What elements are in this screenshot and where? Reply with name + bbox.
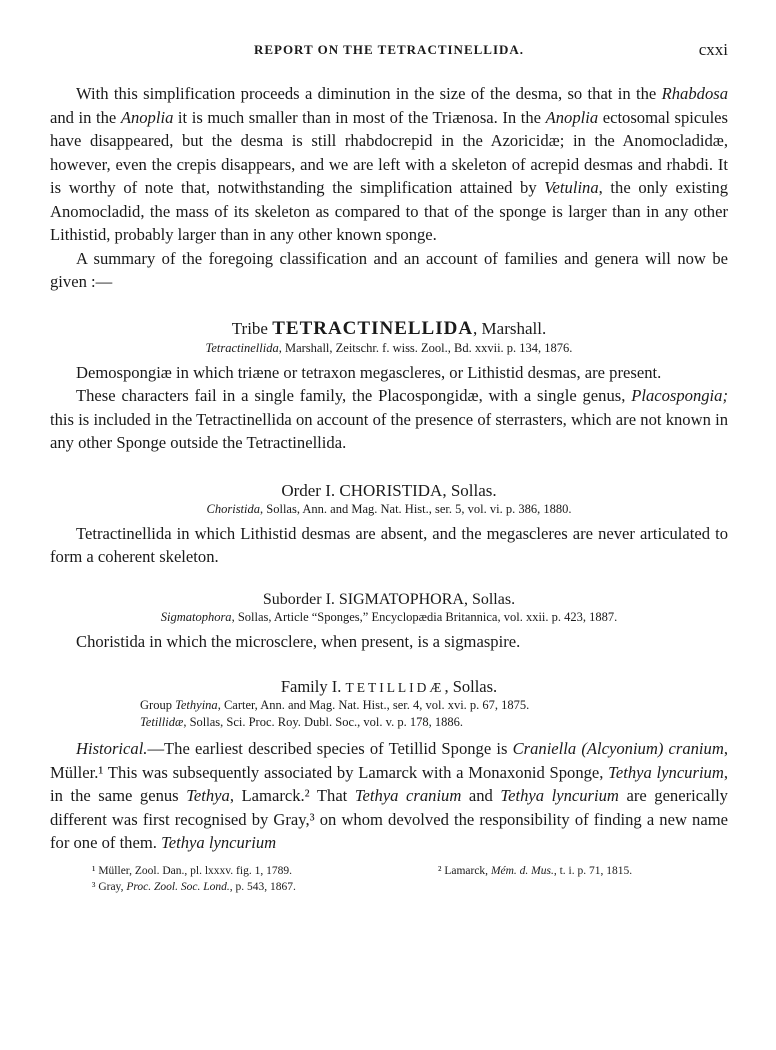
footnote-3: ³ Gray, Proc. Zool. Soc. Lond., p. 543, 1867.	[92, 880, 296, 893]
tribe-note: These characters fail in a single family, the Placospongidæ, with a single genus, Placospongia; this is included in the Tetractinellida on account of the presence of sterrasters, which are not known in any other Sponge outside the Tetractinellida.	[50, 386, 728, 452]
page	[50, 40, 728, 903]
suborder-reference: Sigmatophora, Sollas, Article “Sponges,” Encyclopædia Britannica, vol. xxii. p. 423, 1887.	[160, 609, 618, 624]
page-number: cxxi	[698, 40, 728, 59]
intro-paragraph-1: With this simplification proceeds a diminution in the size of the desma, so that in the Rhabdosa and in the Anoplia it is much smaller than in most of the Triænosa. In the Anoplia ectosomal spicules have disappeared, but the desma is still rhabdocrepid in the Azoricidæ; in the Anomocladidæ, however, even the crepis disappears, and we are left with a skeleton of acrepid desmas and rhabdi. It is worthy of note that, notwithstanding the simplification attained by Vetulina, the only existing Anomocladid, the mass of its skeleton as compared to that of the sponge is larger than in any other Lithistid, probably larger than in any other known sponge.	[50, 84, 729, 244]
order-reference: Choristida, Sollas, Ann. and Mag. Nat. Hist., ser. 5, vol. vi. p. 386, 1880.	[206, 501, 572, 516]
family-reference-2: Tetillidæ, Sollas, Sci. Proc. Roy. Dubl. Soc., vol. v. p. 178, 1886.	[140, 715, 463, 729]
footnote-2: ² Lamarck, Mém. d. Mus., t. i. p. 71, 1815.	[438, 864, 633, 877]
intro-paragraph-2: A summary of the foregoing classification and an account of families and genera will now be given :—	[50, 248, 728, 291]
footnote-1: ¹ Müller, Zool. Dan., pl. lxxxv. fig. 1, 1789.	[92, 864, 292, 877]
historical-paragraph: Historical.—The earliest described species of Tetillid Sponge is Craniella (Alcyonium) cranium, Müller.¹ This was subsequently associated by Lamarck with a Monaxonid Sponge, Tethya lyncurium, in the same genus Tethya, Lamarck.² That Tethya cranium and Tethya lyncurium are generically different was first recognised by Gray,³ on whom devolved the responsibility of finding a new name for one of them. Tethya lyncurium	[50, 739, 728, 852]
suborder-definition: Choristida in which the microsclere, when present, is a sigmaspire.	[76, 631, 521, 651]
tribe-heading: Tribe TETRACTINELLIDA, Marshall.	[231, 317, 547, 339]
order-definition: Tetractinellida in which Lithistid desmas are absent, and the megascleres are never articulated to form a coherent skeleton.	[50, 523, 728, 566]
family-heading: Family I. TETILLIDÆ, Sollas.	[280, 677, 498, 696]
order-heading: Order I. CHORISTIDA, Sollas.	[281, 480, 497, 500]
footnotes	[50, 863, 728, 903]
tribe-reference: Tetractinellida, Marshall, Zeitschr. f. wiss. Zool., Bd. xxvii. p. 134, 1876.	[205, 340, 573, 355]
suborder-heading: Suborder I. SIGMATOPHORA, Sollas.	[262, 590, 516, 608]
page-header	[50, 40, 728, 62]
tribe-definition: Demospongiæ in which triæne or tetraxon megascleres, or Lithistid desmas, are present.	[76, 362, 662, 382]
family-reference-1: Group Tethyina, Carter, Ann. and Mag. Nat. Hist., ser. 4, vol. xvi. p. 67, 1875.	[140, 698, 530, 712]
running-head: REPORT ON THE TETRACTINELLIDA.	[253, 42, 525, 57]
